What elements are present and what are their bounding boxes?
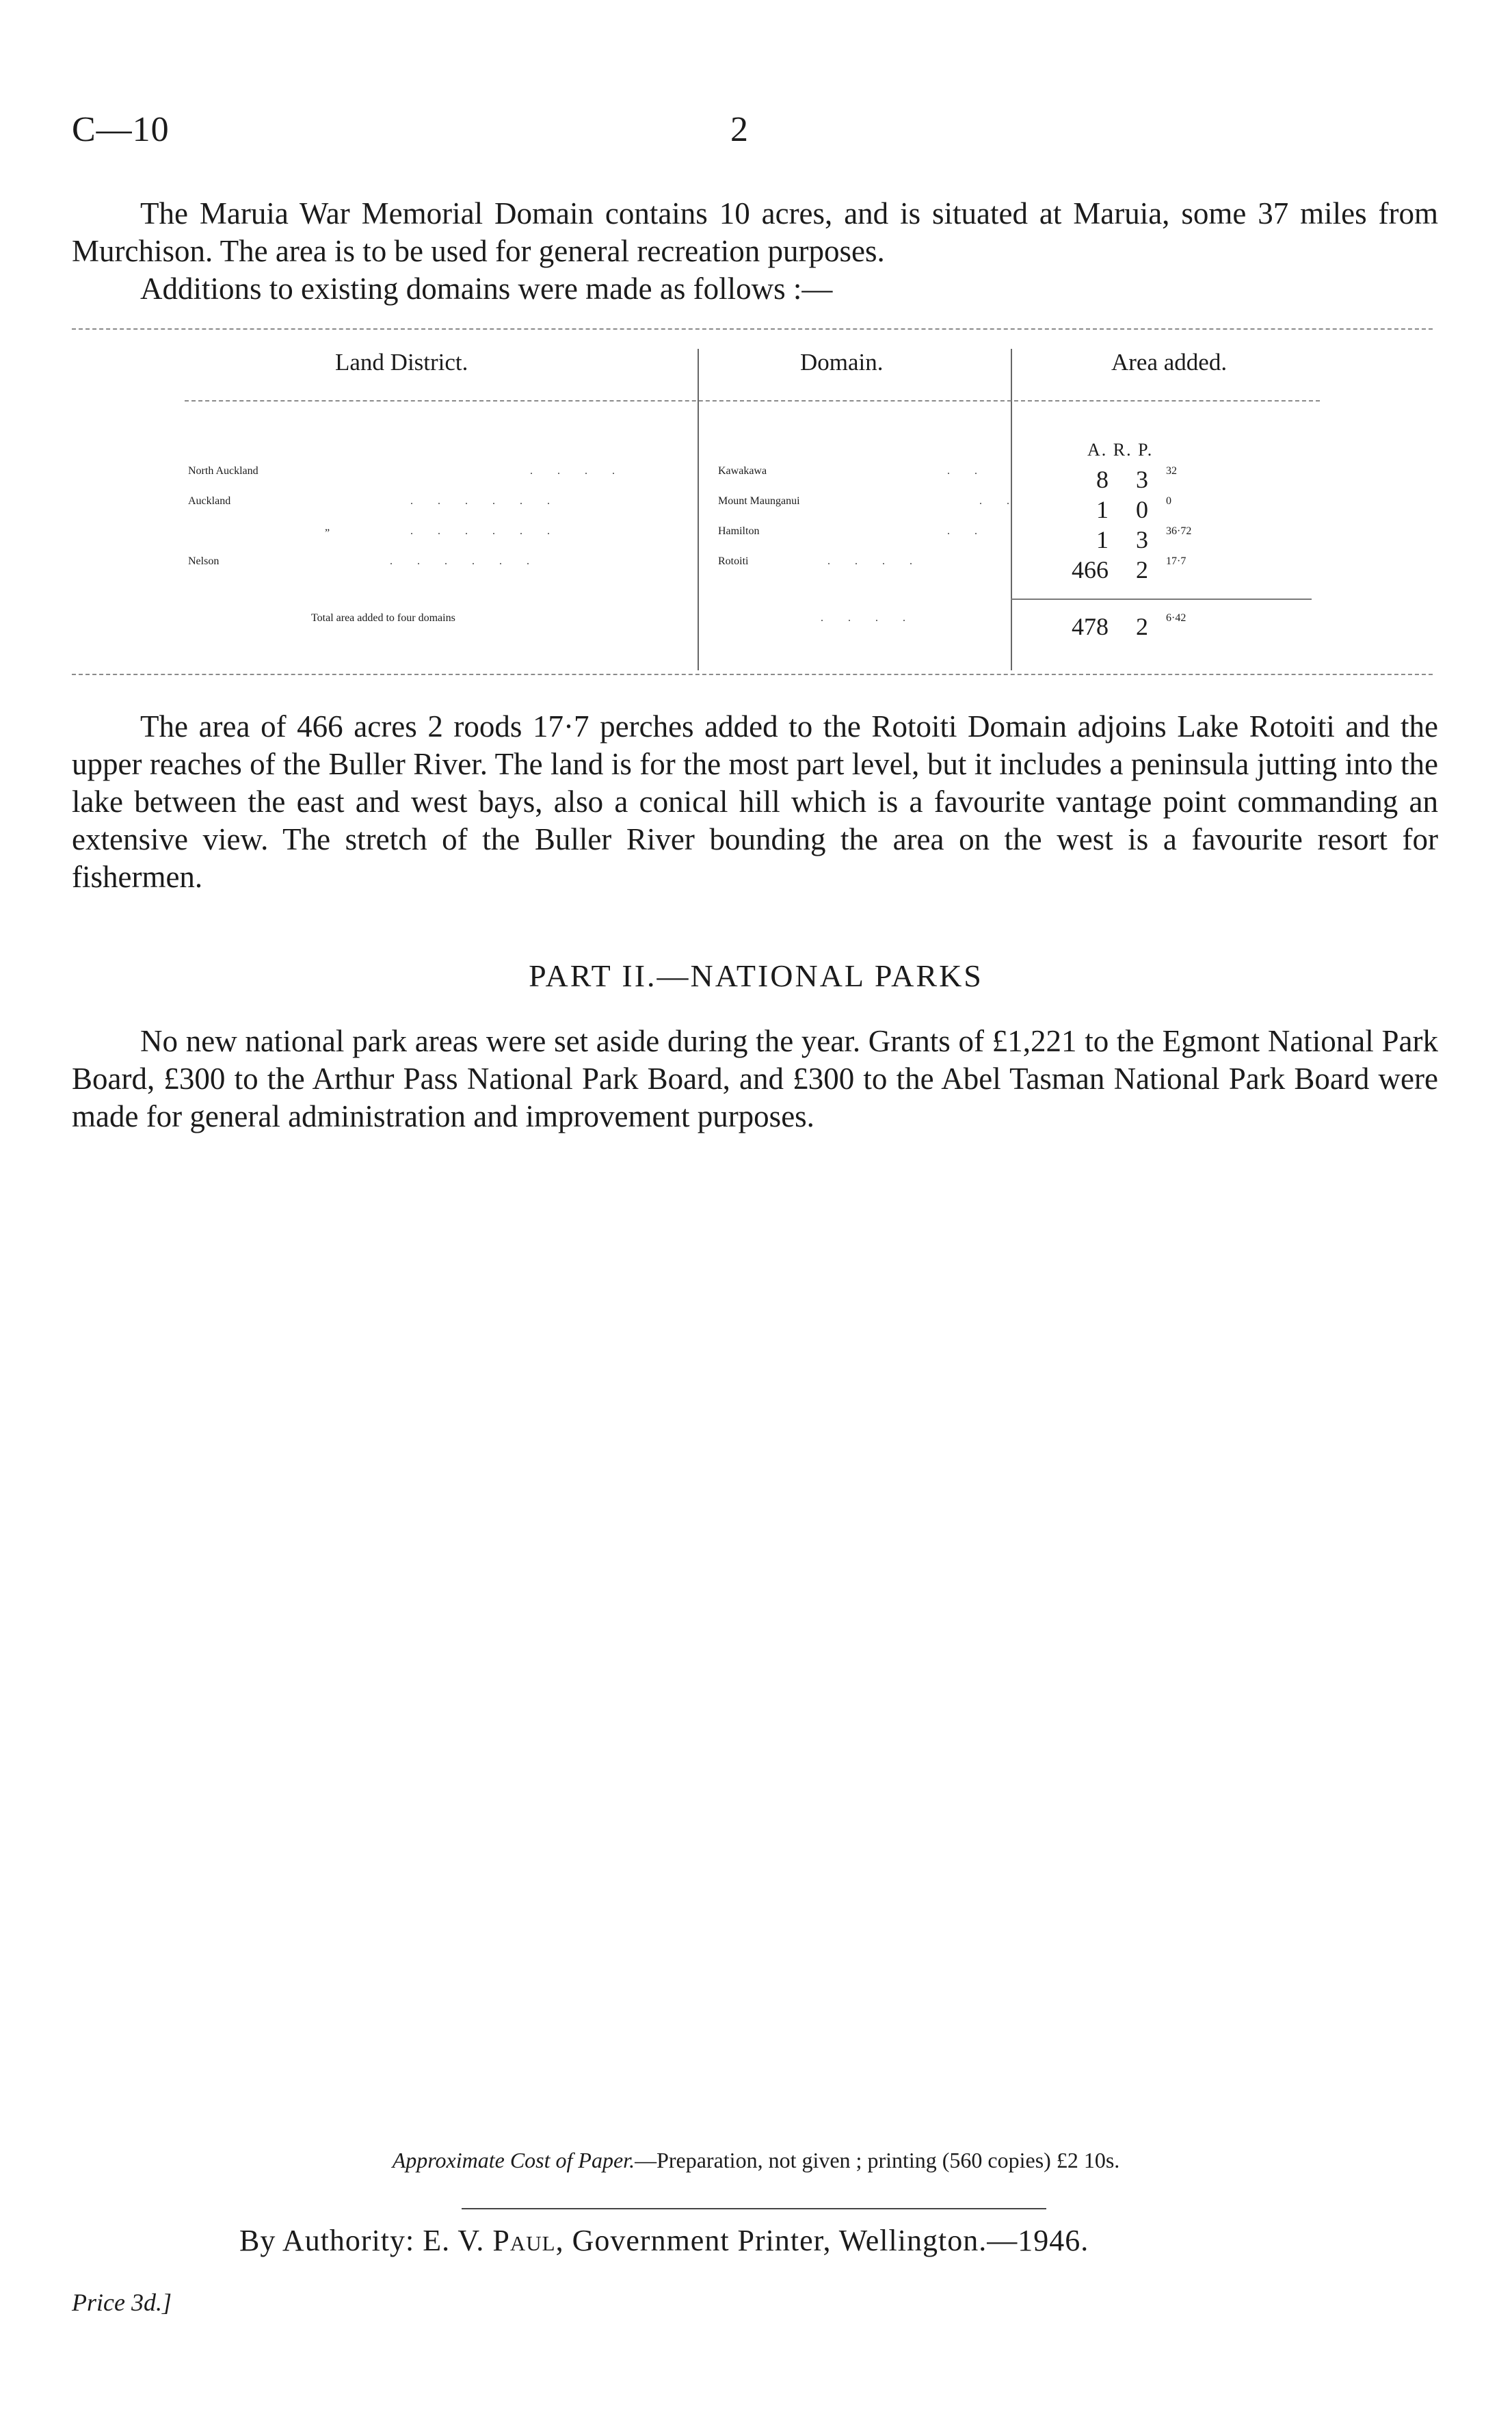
row-perches: 36·72 xyxy=(1166,525,1192,537)
authority-line xyxy=(239,2223,1089,2258)
rotoiti-section xyxy=(72,708,1438,896)
leader-dots: . . xyxy=(947,525,988,537)
row-perches: 17·7 xyxy=(1166,555,1186,567)
table-col-divider-1 xyxy=(698,349,699,670)
row-acres: 1 xyxy=(1096,526,1109,553)
area-units: A. R. P. xyxy=(1087,440,1154,460)
national-parks-section xyxy=(72,1023,1438,1135)
cost-note xyxy=(0,2148,1512,2173)
leader-dots: . . . . xyxy=(827,555,923,567)
national-parks-paragraph: No new national park areas were set aside during the year. Grants of £1,221 to the Egmont National Park Board, £300 to the Arthur Pass National Park Board, and £300 to the Abel Tasman National Park Board were made for general administration and improvement purposes. xyxy=(72,1024,1438,1133)
part2-heading: PART II.—NATIONAL PARKS xyxy=(529,958,983,993)
intro-section xyxy=(72,195,1438,308)
row-district: Nelson xyxy=(188,555,220,567)
authority-rule xyxy=(462,2208,1046,2209)
total-label: Total area added to four domains xyxy=(311,612,455,624)
row-roods: 3 xyxy=(1136,526,1148,553)
table-top-rule xyxy=(72,328,1433,330)
document-code: C—10 xyxy=(72,110,170,149)
authority-suffix: Government Printer, Wellington.—1946. xyxy=(572,2224,1089,2257)
cost-text: —Preparation, not given ; printing (560 copies) £2 10s. xyxy=(635,2148,1120,2172)
row-roods: 0 xyxy=(1136,496,1148,523)
row-roods: 3 xyxy=(1136,466,1148,493)
row-district: Auckland xyxy=(188,495,231,507)
total-acres: 478 xyxy=(1072,613,1109,640)
intro-paragraph: The Maruia War Memorial Domain contains 10 acres, and is situated at Maruia, some 37 miles from Murchison. The area is to be used for general recreation purposes. xyxy=(72,196,1438,268)
leader-dots: . . . . . . xyxy=(410,525,561,537)
leader-dots: . . . . xyxy=(821,612,916,624)
additions-intro: Additions to existing domains were made as follows :— xyxy=(140,272,833,306)
row-district: North Auckland xyxy=(188,465,258,477)
table-bottom-rule xyxy=(72,674,1433,675)
row-acres: 1 xyxy=(1096,496,1109,523)
cost-label: Approximate Cost of Paper. xyxy=(392,2148,635,2172)
row-roods: 2 xyxy=(1136,556,1148,583)
col-header-area: Area added. xyxy=(1111,349,1228,376)
total-rule xyxy=(1011,599,1312,600)
leader-dots: . . . . . . xyxy=(390,555,540,567)
row-perches: 0 xyxy=(1166,495,1171,507)
table-header-rule xyxy=(185,400,1320,402)
row-perches: 32 xyxy=(1166,465,1177,477)
row-domain: Hamilton xyxy=(718,525,760,537)
col-header-district: Land District. xyxy=(335,349,468,376)
price: Price 3d.] xyxy=(72,2289,172,2316)
page-number: 2 xyxy=(730,110,748,149)
row-domain: Mount Maunganui xyxy=(718,495,800,507)
leader-dots: . . . . . . xyxy=(410,495,561,507)
table-col-divider-2 xyxy=(1011,349,1012,670)
total-perches: 6·42 xyxy=(1166,612,1186,624)
row-district-ditto: „ xyxy=(325,521,330,533)
authority-prefix: By Authority: xyxy=(239,2224,415,2257)
row-acres: 8 xyxy=(1096,466,1109,493)
row-domain: Rotoiti xyxy=(718,555,749,567)
leader-dots: . . . . xyxy=(530,465,626,477)
rotoiti-paragraph: The area of 466 acres 2 roods 17·7 perches added to the Rotoiti Domain adjoins Lake Rotoiti and the upper reaches of the Buller River. The land is for the most part level, but it includes a peninsula jutting into the lake between the east and west bays, also a conical hill which is a favourite vantage point commanding an extensive view. The stretch of the Buller River bounding the area on the west is a favourite resort for fishermen. xyxy=(72,709,1438,894)
leader-dots: . . xyxy=(947,465,988,477)
leader-dots: . . xyxy=(979,495,1020,507)
printer-name: E. V. Paul, xyxy=(423,2224,564,2257)
total-roods: 2 xyxy=(1136,613,1148,640)
col-header-domain: Domain. xyxy=(800,349,884,376)
row-acres: 466 xyxy=(1072,556,1109,583)
row-domain: Kawakawa xyxy=(718,465,767,477)
